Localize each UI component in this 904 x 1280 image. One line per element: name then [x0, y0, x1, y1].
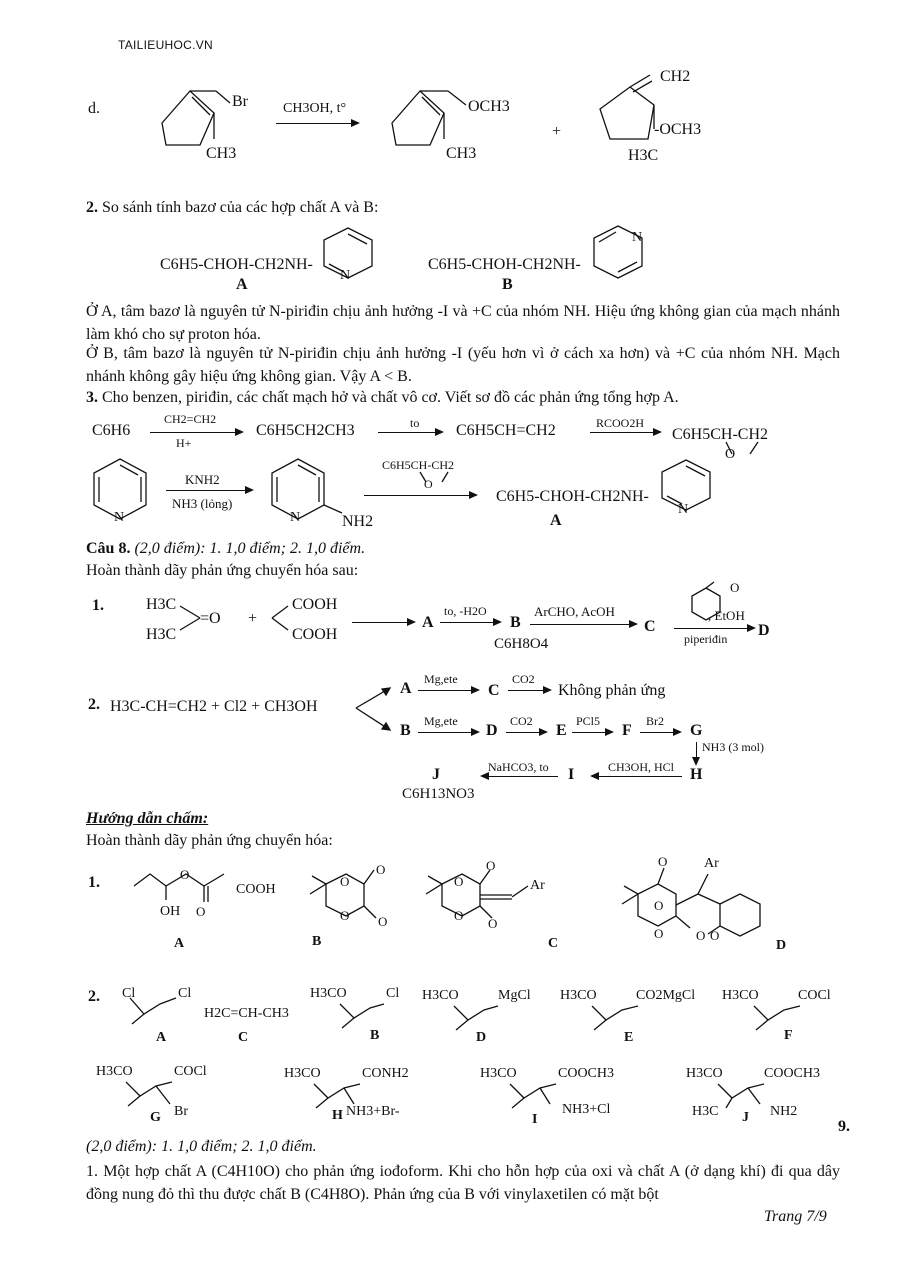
q8-r2-f: F — [622, 722, 632, 739]
part-d-plus: + — [552, 123, 562, 140]
guide-label-2c: C — [238, 1030, 249, 1045]
guide-label-i: I — [532, 1112, 538, 1127]
q3-epoxide-o: O — [725, 447, 736, 462]
q2-paragraph-1: Ở A, tâm bazơ là nguyên tử N-piriđin chịu ảnh hưởng -I và +C của nhóm NH. Hiệu ứng không gian của mạch nhánh làm khó cho sự proton hóa. — [86, 303, 840, 343]
guide-2c-formula: H2C=CH-CH3 — [204, 1006, 289, 1021]
part-d-condition: CH3OH, t° — [283, 101, 347, 116]
guide-a-o-ring: O — [180, 867, 190, 882]
q3-nh2: NH2 — [342, 513, 374, 530]
q3-cond5-top: C6H5CH-CH2 — [382, 458, 455, 472]
page-number: Trang 7/9 — [764, 1208, 827, 1225]
guide-compound-2b — [334, 1002, 404, 1038]
guide-d-o2: O — [654, 898, 664, 913]
guide-j-h3co: H3CO — [686, 1066, 723, 1081]
guide-i-h3co: H3CO — [480, 1066, 517, 1081]
guide-d-ar: Ar — [704, 856, 719, 871]
guide-compound-2e — [586, 1004, 656, 1040]
q8-r2-pcl5: PCl5 — [576, 714, 601, 728]
reactant-ch3: CH3 — [206, 145, 237, 162]
q3-styrene: C6H5CH=CH2 — [456, 422, 556, 439]
q8-r2-a: A — [400, 680, 412, 697]
q3-arrow-3 — [590, 432, 660, 433]
guide-compound-c — [412, 856, 552, 946]
site-header: TAILIEUHOC.VN — [118, 38, 214, 52]
q8-r2-ch3oh-hcl: CH3OH, HCl — [608, 760, 675, 774]
q8-r1-arrow-3 — [530, 624, 636, 625]
reactant-br: Br — [232, 93, 248, 110]
q2-paragraph-2: Ở B, tâm bazơ là nguyên tử N-piriđin chịu ảnh hưởng -I (yếu hơn vì ở cách xa hơn) và +C của nhóm NH. Mạch nhánh không gây hiệu ứng không gian. Vậy A < B. — [86, 345, 840, 385]
part-d-arrow — [276, 123, 358, 124]
guide-2a-cl1: Cl — [122, 986, 136, 1001]
q8-r2-arrow-a-c — [418, 690, 478, 691]
guide-r1-num: 1. — [88, 874, 100, 891]
q3-product-label: A — [550, 512, 562, 529]
q8-r1-num: 1. — [92, 597, 104, 614]
guide-2b-cl: Cl — [386, 986, 400, 1001]
reactant-bromide-structure — [130, 75, 260, 170]
q8-r2-branch-arrows — [354, 684, 404, 744]
guide-a-o-carbonyl: O — [196, 904, 206, 919]
guide-title: Hướng dẫn chấm: — [86, 810, 209, 827]
q3-cond2-top: to — [410, 416, 420, 430]
q8-r2-j: J — [432, 766, 440, 783]
q8-r2-d: D — [486, 722, 498, 739]
guide-j-cooch3: COOCH3 — [764, 1066, 821, 1081]
guide-label-c: C — [548, 936, 559, 951]
guide-j-h3c: H3C — [692, 1104, 719, 1119]
q8-r2-g: G — [690, 722, 703, 739]
q8-r2-arrow-g-h — [696, 742, 697, 764]
guide-b-o4: O — [378, 914, 388, 929]
q8-r1-plus: + — [248, 610, 258, 627]
question-9-number: 9. — [838, 1118, 850, 1135]
guide-b-o2: O — [340, 908, 350, 923]
q3-cond1-top: CH2=CH2 — [164, 412, 217, 426]
q8-r2-no-reaction: Không phản ứng — [558, 682, 666, 699]
guide-g-cocl: COCl — [174, 1064, 207, 1079]
guide-2d-mgcl: MgCl — [498, 988, 531, 1003]
q8-r1-h3c-top: H3C — [146, 596, 177, 613]
q3-heading: 3. Cho benzen, piriđin, các chất mạch hở và chất vô cơ. Viết sơ đồ các phản ứng tổng hợp A. — [86, 389, 679, 406]
part-d-label: d. — [88, 100, 100, 117]
guide-i-cooch3: COOCH3 — [558, 1066, 615, 1081]
q8-r2-e: E — [556, 722, 567, 739]
q8-r2-num: 2. — [88, 696, 100, 713]
guide-j-nh2: NH2 — [770, 1104, 798, 1119]
q8-r2-arrow-i-j — [482, 776, 558, 777]
guide-label-b: B — [312, 934, 322, 949]
q3-arrow-1 — [150, 432, 242, 433]
guide-a-cooh: COOH — [236, 882, 276, 897]
q8-r1-b-formula: C6H8O4 — [494, 636, 549, 652]
q8-r1-h3c-bottom: H3C — [146, 626, 177, 643]
q2-compound-a: C6H5-CHOH-CH2NH- — [160, 256, 313, 273]
guide-label-2d: D — [476, 1030, 487, 1045]
product1-och3: OCH3 — [468, 98, 510, 115]
guide-b-o1: O — [340, 874, 350, 889]
q8-heading: Câu 8. (2,0 điểm): 1. 1,0 điểm; 2. 1,0 điểm. — [86, 540, 366, 557]
product1-ch3: CH3 — [446, 145, 477, 162]
q2-label-a: A — [236, 276, 248, 293]
q8-r2-b: B — [400, 722, 411, 739]
guide-d-o5: O — [710, 928, 720, 943]
q8-r2-c: C — [488, 682, 500, 699]
guide-label-g: G — [150, 1110, 161, 1125]
q3-ethylbenzene: C6H5CH2CH3 — [256, 422, 355, 439]
q8-r2-nh3: NH3 (3 mol) — [702, 740, 764, 754]
q8-r2-arrow-d-e — [506, 732, 546, 733]
q8-r2-co2-1: CO2 — [512, 672, 535, 686]
guide-2e-h3co: H3CO — [560, 988, 597, 1003]
q8-r1-d: D — [758, 622, 770, 639]
q8-r1-cond2: ArCHO, AcOH — [534, 604, 615, 619]
guide-r2-num: 2. — [88, 988, 100, 1005]
guide-label-2b: B — [370, 1028, 380, 1043]
guide-g-br: Br — [174, 1104, 188, 1119]
q3-product: C6H5-CHOH-CH2NH- — [496, 488, 649, 505]
q8-r1-arrow-4 — [674, 628, 754, 629]
q3-aminopyridine-n: N — [290, 510, 301, 525]
guide-label-2a: A — [156, 1030, 167, 1045]
guide-d-o4: O — [696, 928, 706, 943]
q3-product-pyridine — [656, 454, 726, 524]
guide-2d-h3co: H3CO — [422, 988, 459, 1003]
q8-r2-arrow-c-no — [508, 690, 550, 691]
q3-cond1-bottom: H+ — [176, 436, 192, 450]
q3-cond3-top: RCOO2H — [596, 416, 645, 430]
q8-r1-cooh-bottom: COOH — [292, 626, 338, 643]
guide-label-a: A — [174, 936, 185, 951]
guide-instruction: Hoàn thành dãy phản ứng chuyển hóa: — [86, 832, 333, 849]
q8-r2-h: H — [690, 766, 703, 783]
guide-a-oh: OH — [160, 904, 181, 919]
q8-r1-cooh-top: COOH — [292, 596, 338, 613]
q8-r1-cond3-top: , EtOH — [708, 608, 745, 623]
q2-label-b: B — [502, 276, 513, 293]
guide-2e-group: CO2MgCl — [636, 988, 696, 1003]
q9-paragraph: 1. Một hợp chất A (C4H10O) cho phản ứng iođoform. Khi cho hỗn hợp của oxi và chất A (ở dạng khí) đi qua dây đồng nung đỏ thì thu được chất B (C4H8O). Phản ứng của B với vinylaxetilen có mặt bột — [86, 1163, 840, 1203]
q8-r2-arrow-h-i — [592, 776, 682, 777]
guide-2b-h3co: H3CO — [310, 986, 347, 1001]
guide-label-d: D — [776, 938, 787, 953]
guide-h-conh2: CONH2 — [362, 1066, 409, 1081]
q3-cond5-o: O — [424, 477, 433, 491]
q8-r1-a: A — [422, 614, 434, 631]
q3-arrow-5 — [364, 495, 476, 496]
guide-h-h3co: H3CO — [284, 1066, 321, 1081]
q3-arrow-2 — [378, 432, 442, 433]
q8-r2-i: I — [568, 766, 575, 783]
guide-2a-cl2: Cl — [178, 986, 192, 1001]
q8-r1-cond1: to, -H2O — [444, 604, 487, 618]
q3-arrow-4 — [166, 490, 252, 491]
q2-pyridine-b-n: N — [632, 230, 643, 245]
q3-benzene: C6H6 — [92, 422, 131, 439]
guide-c-ar: Ar — [530, 878, 545, 893]
guide-c-o1: O — [454, 874, 464, 889]
q8-r2-arrow-b-d — [418, 732, 478, 733]
q3-epoxide: C6H5CH-CH2 — [672, 426, 769, 443]
guide-g-h3co: H3CO — [96, 1064, 133, 1079]
q3-pyridine-n: N — [114, 510, 125, 525]
product2-och3: -OCH3 — [654, 121, 702, 138]
q3-product-n: N — [678, 502, 689, 517]
q8-r2-arrow-e-f — [572, 732, 612, 733]
guide-h-nh3br: NH3+Br- — [346, 1104, 400, 1119]
q8-r2-j-formula: C6H13NO3 — [402, 786, 475, 802]
q8-r1-arrow-2 — [440, 622, 500, 623]
q8-r1-ketone-o: O — [730, 580, 740, 595]
guide-label-2e: E — [624, 1030, 634, 1045]
q8-r1-arrow-1 — [352, 622, 414, 623]
q8-r2-arrow-f-g — [640, 732, 680, 733]
q8-r1-carbonyl: =O — [200, 610, 221, 627]
guide-d-o3: O — [654, 926, 664, 941]
guide-i-nh3cl: NH3+Cl — [562, 1102, 611, 1117]
guide-b-o3: O — [376, 862, 386, 877]
guide-label-2f: F — [784, 1028, 793, 1043]
q8-r2-nahco3: NaHCO3, to — [488, 760, 549, 774]
product2-h3c: H3C — [628, 147, 659, 164]
q2-heading: 2. So sánh tính bazơ của các hợp chất A và B: — [86, 199, 379, 216]
guide-c-o4: O — [488, 916, 498, 931]
q8-r2-mg-2: Mg,ete — [424, 714, 458, 728]
q2-pyridine-a-n: N — [340, 268, 351, 283]
q8-instruction: Hoàn thành dãy phản ứng chuyển hóa sau: — [86, 562, 359, 579]
guide-c-o3: O — [486, 858, 496, 873]
q8-r1-cond3-bottom: piperiđin — [684, 632, 728, 646]
q2-pyridine-a — [318, 222, 388, 292]
guide-c-o2: O — [454, 908, 464, 923]
guide-label-h: H — [332, 1108, 343, 1123]
q2-compound-b: C6H5-CHOH-CH2NH- — [428, 256, 581, 273]
guide-d-o1: O — [658, 854, 668, 869]
q3-cond4-bottom: NH3 (lỏng) — [172, 496, 233, 511]
q8-r2-reactants: H3C-CH=CH2 + Cl2 + CH3OH — [110, 698, 318, 715]
guide-2f-h3co: H3CO — [722, 988, 759, 1003]
q8-r2-co2-2: CO2 — [510, 714, 533, 728]
guide-compound-2f — [748, 1004, 818, 1040]
guide-label-j: J — [742, 1110, 749, 1125]
q2-pyridine-b — [590, 222, 660, 292]
guide-2f-group: COCl — [798, 988, 831, 1003]
q3-cond4-top: KNH2 — [185, 472, 220, 487]
q8-r2-mg-1: Mg,ete — [424, 672, 458, 686]
q8-r2-br2: Br2 — [646, 714, 664, 728]
product2-ch2: CH2 — [660, 68, 691, 85]
q9-points: (2,0 điểm): 1. 1,0 điểm; 2. 1,0 điểm. — [86, 1138, 317, 1155]
q3-pyridine — [90, 455, 160, 531]
q8-r1-c: C — [644, 618, 656, 635]
q8-r1-b: B — [510, 614, 521, 631]
